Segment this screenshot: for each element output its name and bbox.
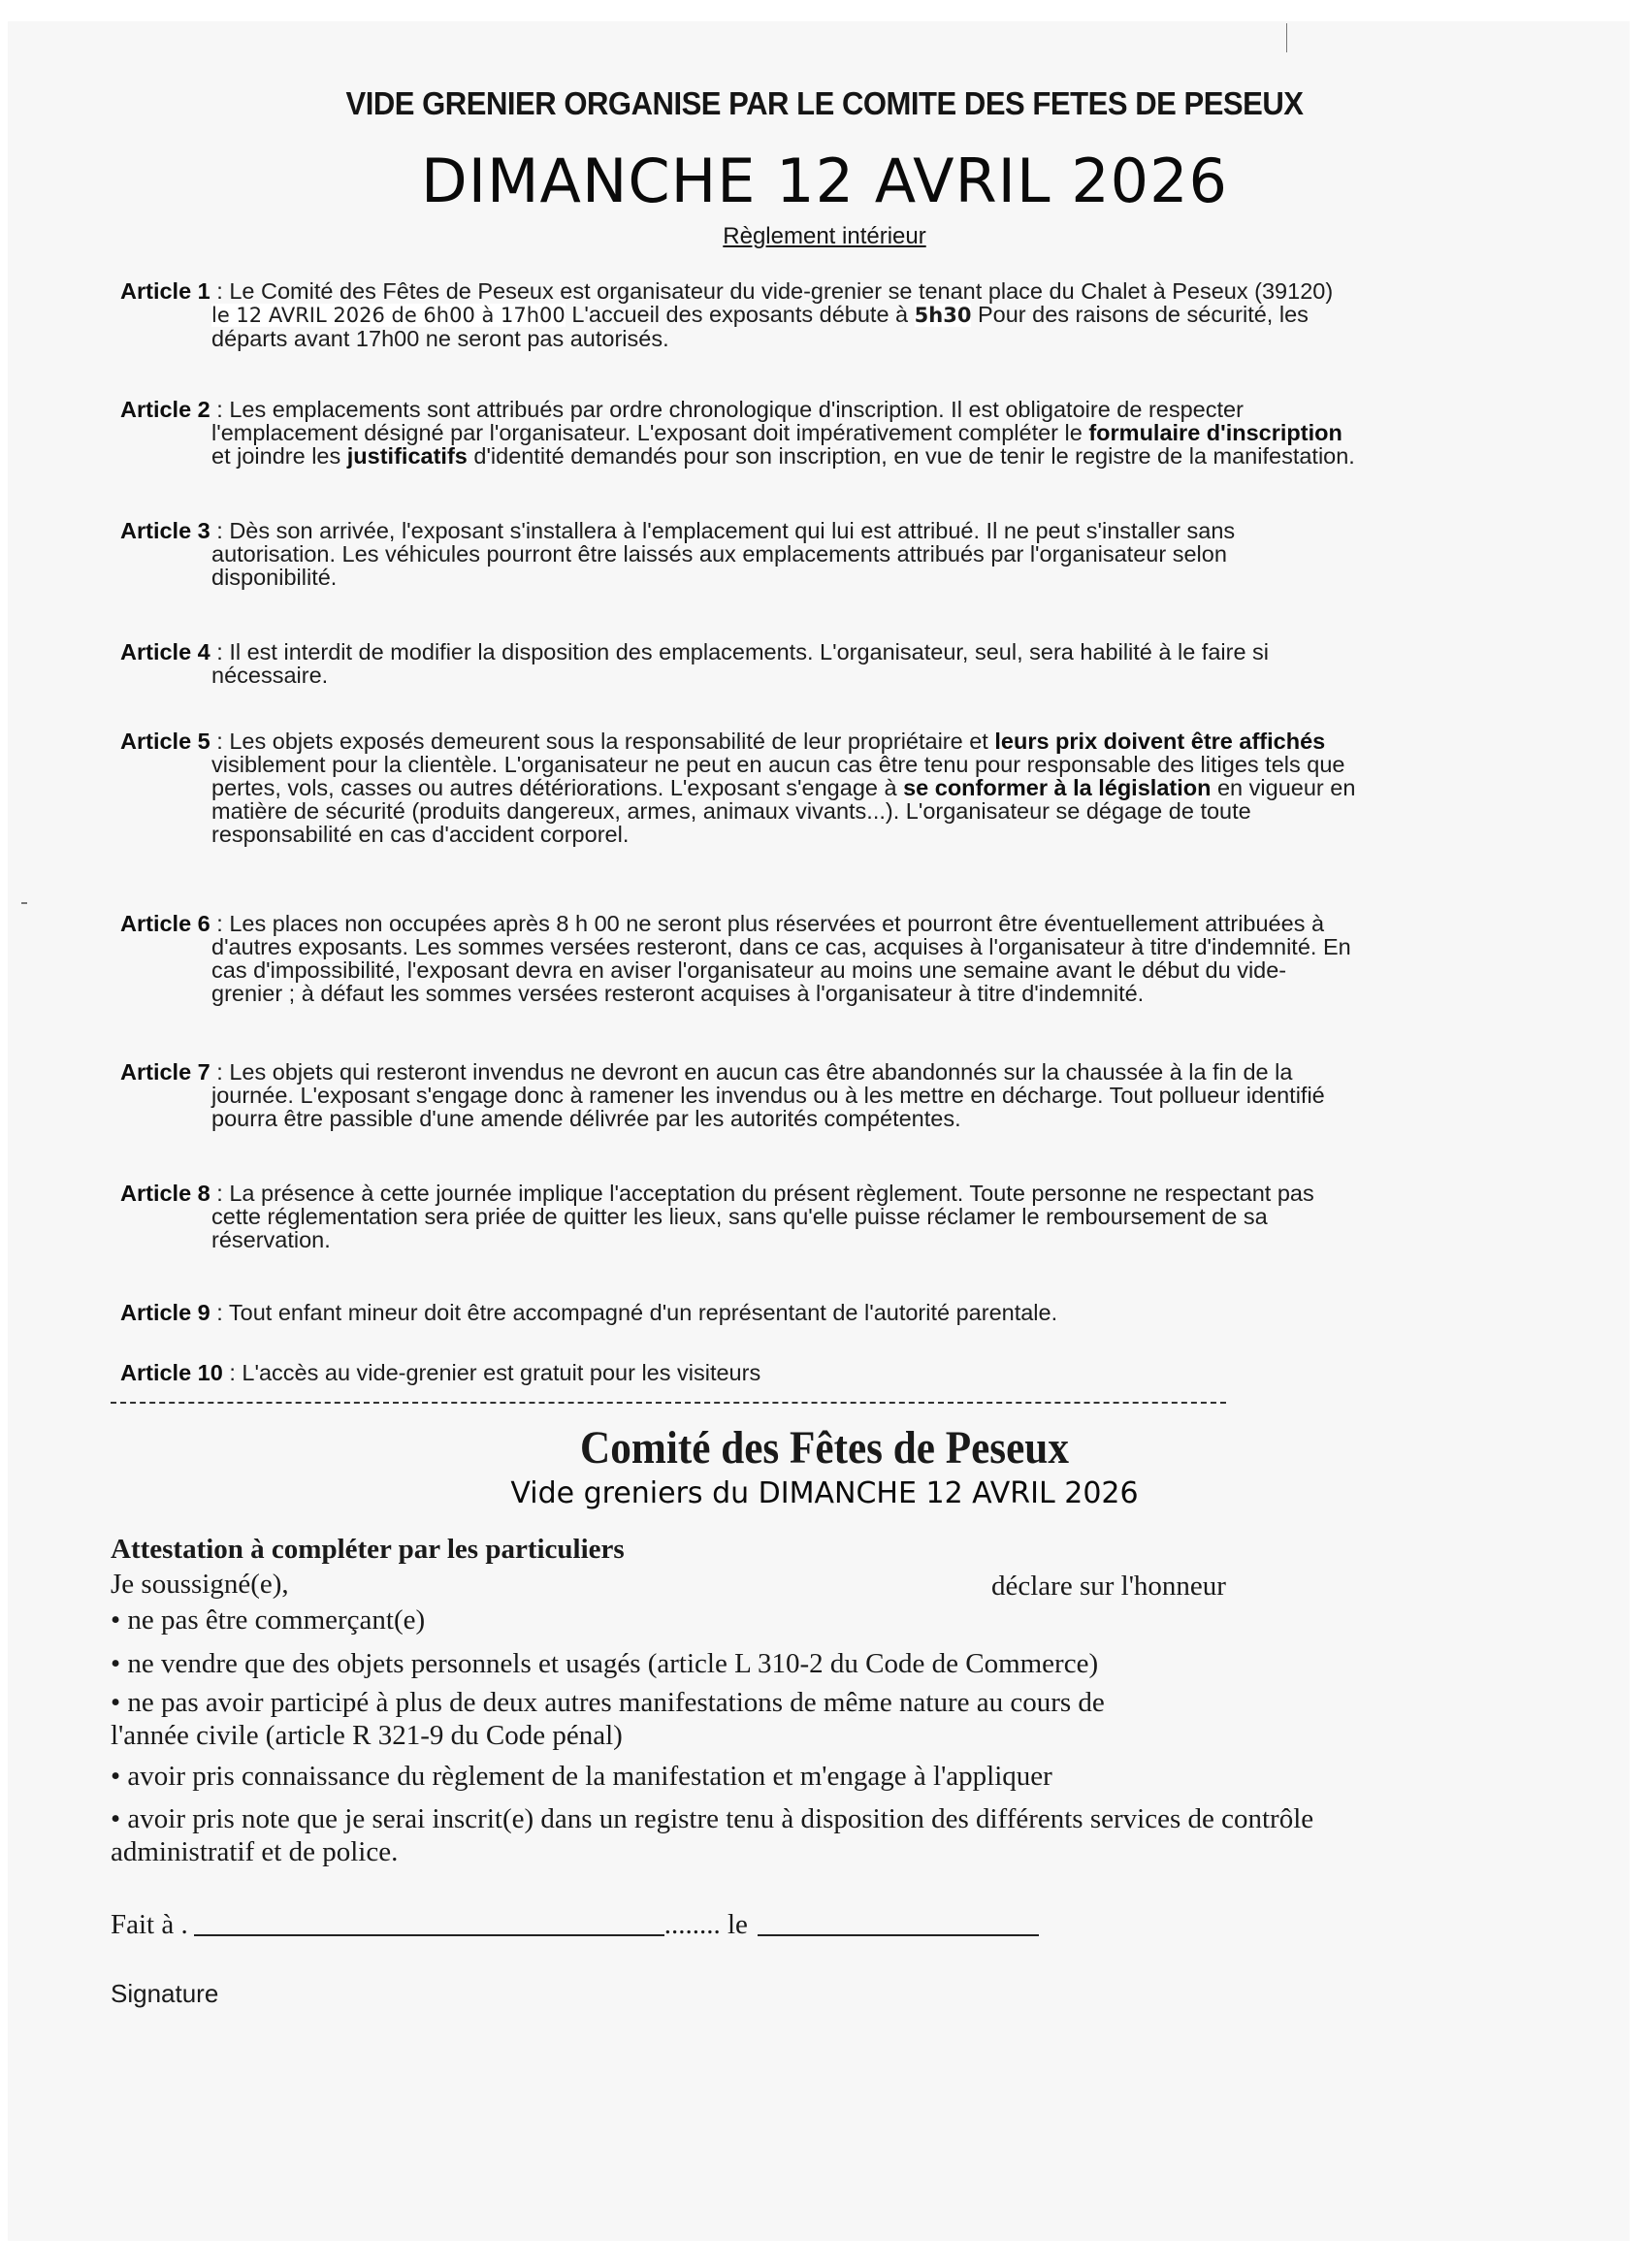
article-text: Pour des raisons de sécurité, les: [971, 302, 1309, 327]
article-line: [120, 664, 1546, 687]
article-6: [120, 912, 1546, 1005]
emphasized-text: justificatifs: [346, 443, 468, 469]
article-text: et joindre les: [211, 443, 347, 469]
scanned-page: [8, 21, 1630, 2241]
scan-mark: [1286, 23, 1287, 52]
article-3: [120, 519, 1546, 589]
declare-label: déclare sur l'honneur: [991, 1571, 1226, 1602]
article-line: [120, 1060, 1546, 1084]
article-line: [120, 1205, 1546, 1228]
article-line: [120, 799, 1546, 823]
article-text: : Les emplacements sont attribués par ordre chronologique d'inscription. Il est obligatoire de respecter: [210, 397, 1244, 422]
le-label: ........ le: [663, 1909, 748, 1940]
article-line: [120, 823, 1546, 846]
article-label: Article 5: [120, 729, 210, 754]
emphasized-text: formulaire d'inscription: [1088, 420, 1342, 445]
article-line: [120, 279, 1546, 303]
article-line: [120, 542, 1546, 566]
article-text: : L'accès au vide-grenier est gratuit pour les visiteurs: [222, 1360, 761, 1385]
attestation-bullet: • avoir pris connaissance du règlement de la manifestation et m'engage à l'appliquer: [111, 1761, 1052, 1792]
article-text: : Les objets qui resteront invendus ne devront en aucun cas être abandonnés sur la chaussée à la fin de la: [210, 1059, 1293, 1085]
document-title: VIDE GRENIER ORGANISE PAR LE COMITE DES FETES DE PESEUX: [345, 85, 1304, 121]
rules-subtitle: Règlement intérieur: [723, 223, 926, 249]
article-text: cette réglementation sera priée de quitter les lieux, sans qu'elle puisse réclamer le remboursement de sa: [211, 1204, 1268, 1229]
article-line: [120, 327, 1546, 350]
event-subtitle: Vide greniers du DIMANCHE 12 AVRIL 2026: [510, 1476, 1139, 1510]
article-text: l'emplacement désigné par l'organisateur. L'exposant doit impérativement compléter le: [211, 420, 1089, 445]
article-line: [120, 566, 1546, 589]
article-line: [120, 729, 1546, 753]
place-blank-field[interactable]: [194, 1915, 664, 1936]
article-line: [120, 912, 1546, 935]
article-text: journée. L'exposant s'engage donc à ramener les invendus ou à les mettre en décharge. Tout pollueur identifié: [211, 1083, 1325, 1108]
article-text: : Il est interdit de modifier la disposition des emplacements. L'organisateur, seul, sera habilité à le faire si: [210, 639, 1270, 664]
article-9: [120, 1301, 1546, 1324]
article-text: : Les places non occupées après 8 h 00 ne seront plus réservées et pourront être éventuellement attribuées à: [210, 911, 1325, 936]
article-line: [120, 519, 1546, 542]
article-4: [120, 640, 1546, 687]
emphasized-text: se conformer à la législation: [903, 775, 1212, 800]
date-blank-field[interactable]: [758, 1915, 1039, 1936]
article-line: [120, 1084, 1546, 1107]
scan-mark: [21, 902, 27, 904]
article-text: disponibilité.: [211, 565, 338, 590]
article-text: matière de sécurité (produits dangereux, armes, animaux vivants...). L'organisateur se dégage de toute: [211, 798, 1251, 824]
attestation-bullet-continued: administratif et de police.: [111, 1836, 399, 1867]
article-line: [120, 1361, 1546, 1384]
article-text: responsabilité en cas d'accident corporel.: [211, 822, 630, 847]
article-label: Article 1: [120, 278, 210, 304]
article-1: [120, 279, 1546, 350]
place-date-row: [111, 1909, 1039, 1941]
article-line: [120, 776, 1546, 799]
emphasized-text: 5h30: [914, 304, 972, 327]
article-text: autorisation. Les véhicules pourront être laissés aux emplacements attribués par l'organisateur selon: [211, 541, 1227, 567]
article-5: [120, 729, 1546, 846]
article-text: nécessaire.: [211, 663, 329, 688]
article-text: : Le Comité des Fêtes de Peseux est organisateur du vide-grenier se tenant place du Chalet à Peseux (39120): [210, 278, 1334, 304]
article-line: [120, 935, 1546, 958]
article-line: [120, 640, 1546, 664]
article-label: Article 3: [120, 518, 210, 543]
article-text: : Les objets exposés demeurent sous la responsabilité de leur propriétaire et: [210, 729, 995, 754]
article-text: d'autres exposants. Les sommes versées resteront, dans ce cas, acquises à l'organisateur à titre d'indemnité. En: [211, 934, 1351, 959]
article-10: [120, 1361, 1546, 1384]
article-8: [120, 1182, 1546, 1251]
article-line: [120, 1182, 1546, 1205]
dashed-divider: [111, 1402, 1226, 1404]
article-text: en vigueur en: [1211, 775, 1356, 800]
article-text: pourra être passible d'une amende délivrée par les autorités compétentes.: [211, 1106, 961, 1131]
attestation-bullet: • ne pas être commerçant(e): [111, 1604, 426, 1636]
article-7: [120, 1060, 1546, 1130]
article-label: Article 6: [120, 911, 210, 936]
undersigned-label: Je soussigné(e),: [111, 1569, 289, 1600]
signature-label: Signature: [111, 1979, 219, 2008]
article-text: cas d'impossibilité, l'exposant devra en aviser l'organisateur au moins une semaine avant le début du vide-: [211, 957, 1287, 983]
article-text: : La présence à cette journée implique l'acceptation du présent règlement. Toute personne ne respectant pas: [210, 1181, 1314, 1206]
article-line: [120, 982, 1546, 1005]
article-line: [120, 303, 1546, 327]
article-text: réservation.: [211, 1227, 331, 1252]
article-text: départs avant 17h00 ne seront pas autorisés.: [211, 326, 669, 351]
attestation-heading: Attestation à compléter par les particuliers: [111, 1534, 625, 1565]
attestation-bullet: • ne pas avoir participé à plus de deux autres manifestations de même nature au cours de: [111, 1687, 1105, 1718]
fait-a-label: Fait à .: [111, 1909, 188, 1940]
article-text: visiblement pour la clientèle. L'organisateur ne peut en aucun cas être tenu pour responsable des litiges tels que: [211, 752, 1345, 777]
article-line: [120, 444, 1546, 468]
article-text: L'accueil des exposants débute à: [565, 302, 915, 327]
attestation-bullet-continued: l'année civile (article R 321-9 du Code pénal): [111, 1720, 623, 1751]
article-line: [120, 958, 1546, 982]
article-line: [120, 1107, 1546, 1130]
article-line: [120, 1228, 1546, 1251]
article-text: pertes, vols, casses ou autres détériorations. L'exposant s'engage à: [211, 775, 904, 800]
article-text: grenier ; à défaut les sommes versées resteront acquises à l'organisateur à titre d'indemnité.: [211, 981, 1145, 1006]
article-text: : Tout enfant mineur doit être accompagné d'un représentant de l'autorité parentale.: [210, 1300, 1058, 1325]
article-label: Article 7: [120, 1059, 210, 1085]
article-text: : Dès son arrivée, l'exposant s'installera à l'emplacement qui lui est attribué. Il ne peut s'installer sans: [210, 518, 1236, 543]
emphasized-text: leurs prix doivent être affichés: [994, 729, 1326, 754]
attestation-bullet: • avoir pris note que je serai inscrit(e) dans un registre tenu à disposition des différents services de contrôle: [111, 1803, 1314, 1834]
committee-title: Comité des Fêtes de Peseux: [580, 1422, 1069, 1474]
emphasized-text: le 12 AVRIL 2026 de 6h00 à 17h00: [211, 304, 566, 327]
attestation-bullet: • ne vendre que des objets personnels et usagés (article L 310-2 du Code de Commerce): [111, 1648, 1099, 1679]
article-label: Article 10: [120, 1360, 223, 1385]
article-line: [120, 398, 1546, 421]
article-label: Article 8: [120, 1181, 210, 1206]
article-2: [120, 398, 1546, 468]
event-date-heading: DIMANCHE 12 AVRIL 2026: [421, 146, 1228, 216]
article-label: Article 4: [120, 639, 210, 664]
article-line: [120, 421, 1546, 444]
article-text: d'identité demandés pour son inscription, en vue de tenir le registre de la manifestation.: [467, 443, 1355, 469]
article-line: [120, 753, 1546, 776]
article-line: [120, 1301, 1546, 1324]
article-label: Article 9: [120, 1300, 210, 1325]
article-label: Article 2: [120, 397, 210, 422]
